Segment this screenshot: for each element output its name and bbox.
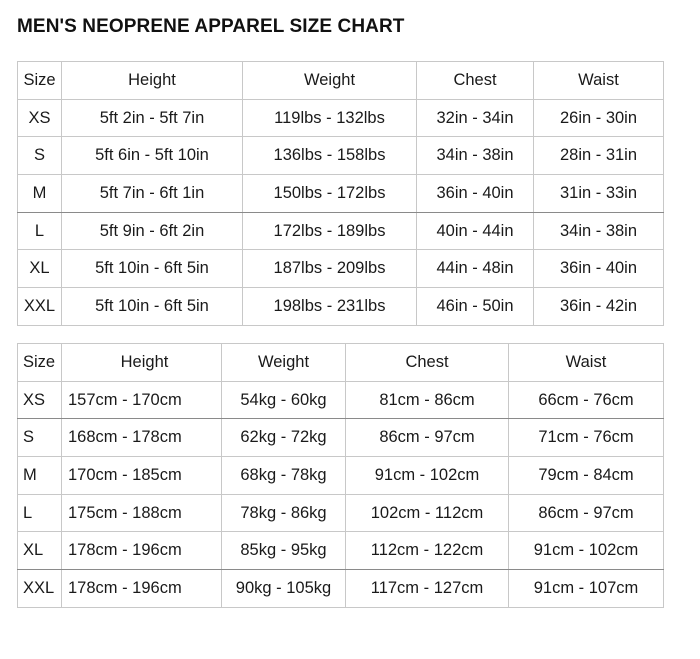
value-cell: 68kg - 78kg xyxy=(222,457,346,495)
value-cell: 178cm - 196cm xyxy=(62,532,222,570)
value-cell: 170cm - 185cm xyxy=(62,457,222,495)
column-header: Waist xyxy=(534,62,664,100)
value-cell: 5ft 10in - 6ft 5in xyxy=(62,250,243,288)
value-cell: 91cm - 102cm xyxy=(346,457,509,495)
imperial-size-table xyxy=(17,61,664,326)
column-header: Weight xyxy=(243,62,417,100)
value-cell: 172lbs - 189lbs xyxy=(243,212,417,250)
table-row xyxy=(18,532,664,570)
value-cell: 36in - 40in xyxy=(417,175,534,213)
size-cell: M xyxy=(18,457,62,495)
value-cell: 31in - 33in xyxy=(534,175,664,213)
value-cell: 34in - 38in xyxy=(534,212,664,250)
table-row xyxy=(18,419,664,457)
value-cell: 198lbs - 231lbs xyxy=(243,288,417,326)
value-cell: 86cm - 97cm xyxy=(346,419,509,457)
value-cell: 36in - 42in xyxy=(534,288,664,326)
value-cell: 175cm - 188cm xyxy=(62,494,222,532)
size-cell: XL xyxy=(18,532,62,570)
table-row xyxy=(18,570,664,608)
value-cell: 187lbs - 209lbs xyxy=(243,250,417,288)
value-cell: 62kg - 72kg xyxy=(222,419,346,457)
column-header: Chest xyxy=(346,344,509,382)
value-cell: 40in - 44in xyxy=(417,212,534,250)
size-cell: XS xyxy=(18,99,62,137)
value-cell: 46in - 50in xyxy=(417,288,534,326)
value-cell: 86cm - 97cm xyxy=(509,494,664,532)
metric-size-table xyxy=(17,343,664,608)
value-cell: 91cm - 107cm xyxy=(509,570,664,608)
column-header: Size xyxy=(18,62,62,100)
column-header: Chest xyxy=(417,62,534,100)
size-cell: XXL xyxy=(18,288,62,326)
value-cell: 28in - 31in xyxy=(534,137,664,175)
value-cell: 81cm - 86cm xyxy=(346,381,509,419)
page-title: MEN'S NEOPRENE APPAREL SIZE CHART xyxy=(17,16,405,37)
value-cell: 102cm - 112cm xyxy=(346,494,509,532)
table-row xyxy=(18,288,664,326)
value-cell: 36in - 40in xyxy=(534,250,664,288)
value-cell: 168cm - 178cm xyxy=(62,419,222,457)
value-cell: 5ft 2in - 5ft 7in xyxy=(62,99,243,137)
size-cell: M xyxy=(18,175,62,213)
value-cell: 85kg - 95kg xyxy=(222,532,346,570)
column-header: Height xyxy=(62,344,222,382)
size-cell: XS xyxy=(18,381,62,419)
value-cell: 44in - 48in xyxy=(417,250,534,288)
column-header: Weight xyxy=(222,344,346,382)
value-cell: 157cm - 170cm xyxy=(62,381,222,419)
table-row xyxy=(18,250,664,288)
value-cell: 119lbs - 132lbs xyxy=(243,99,417,137)
table-row xyxy=(18,457,664,495)
table-row xyxy=(18,175,664,213)
table-header-row xyxy=(18,62,664,100)
value-cell: 150lbs - 172lbs xyxy=(243,175,417,213)
column-header: Size xyxy=(18,344,62,382)
table-header-row xyxy=(18,344,664,382)
value-cell: 90kg - 105kg xyxy=(222,570,346,608)
value-cell: 54kg - 60kg xyxy=(222,381,346,419)
value-cell: 5ft 10in - 6ft 5in xyxy=(62,288,243,326)
size-cell: S xyxy=(18,419,62,457)
value-cell: 71cm - 76cm xyxy=(509,419,664,457)
column-header: Height xyxy=(62,62,243,100)
table-row xyxy=(18,212,664,250)
value-cell: 32in - 34in xyxy=(417,99,534,137)
value-cell: 91cm - 102cm xyxy=(509,532,664,570)
value-cell: 117cm - 127cm xyxy=(346,570,509,608)
size-cell: L xyxy=(18,212,62,250)
size-cell: XL xyxy=(18,250,62,288)
size-cell: L xyxy=(18,494,62,532)
table-row xyxy=(18,99,664,137)
table-row xyxy=(18,381,664,419)
value-cell: 5ft 7in - 6ft 1in xyxy=(62,175,243,213)
value-cell: 5ft 9in - 6ft 2in xyxy=(62,212,243,250)
value-cell: 34in - 38in xyxy=(417,137,534,175)
value-cell: 26in - 30in xyxy=(534,99,664,137)
column-header: Waist xyxy=(509,344,664,382)
size-cell: XXL xyxy=(18,570,62,608)
value-cell: 78kg - 86kg xyxy=(222,494,346,532)
value-cell: 178cm - 196cm xyxy=(62,570,222,608)
table-row xyxy=(18,494,664,532)
value-cell: 79cm - 84cm xyxy=(509,457,664,495)
table-row xyxy=(18,137,664,175)
value-cell: 112cm - 122cm xyxy=(346,532,509,570)
value-cell: 66cm - 76cm xyxy=(509,381,664,419)
size-cell: S xyxy=(18,137,62,175)
value-cell: 136lbs - 158lbs xyxy=(243,137,417,175)
value-cell: 5ft 6in - 5ft 10in xyxy=(62,137,243,175)
